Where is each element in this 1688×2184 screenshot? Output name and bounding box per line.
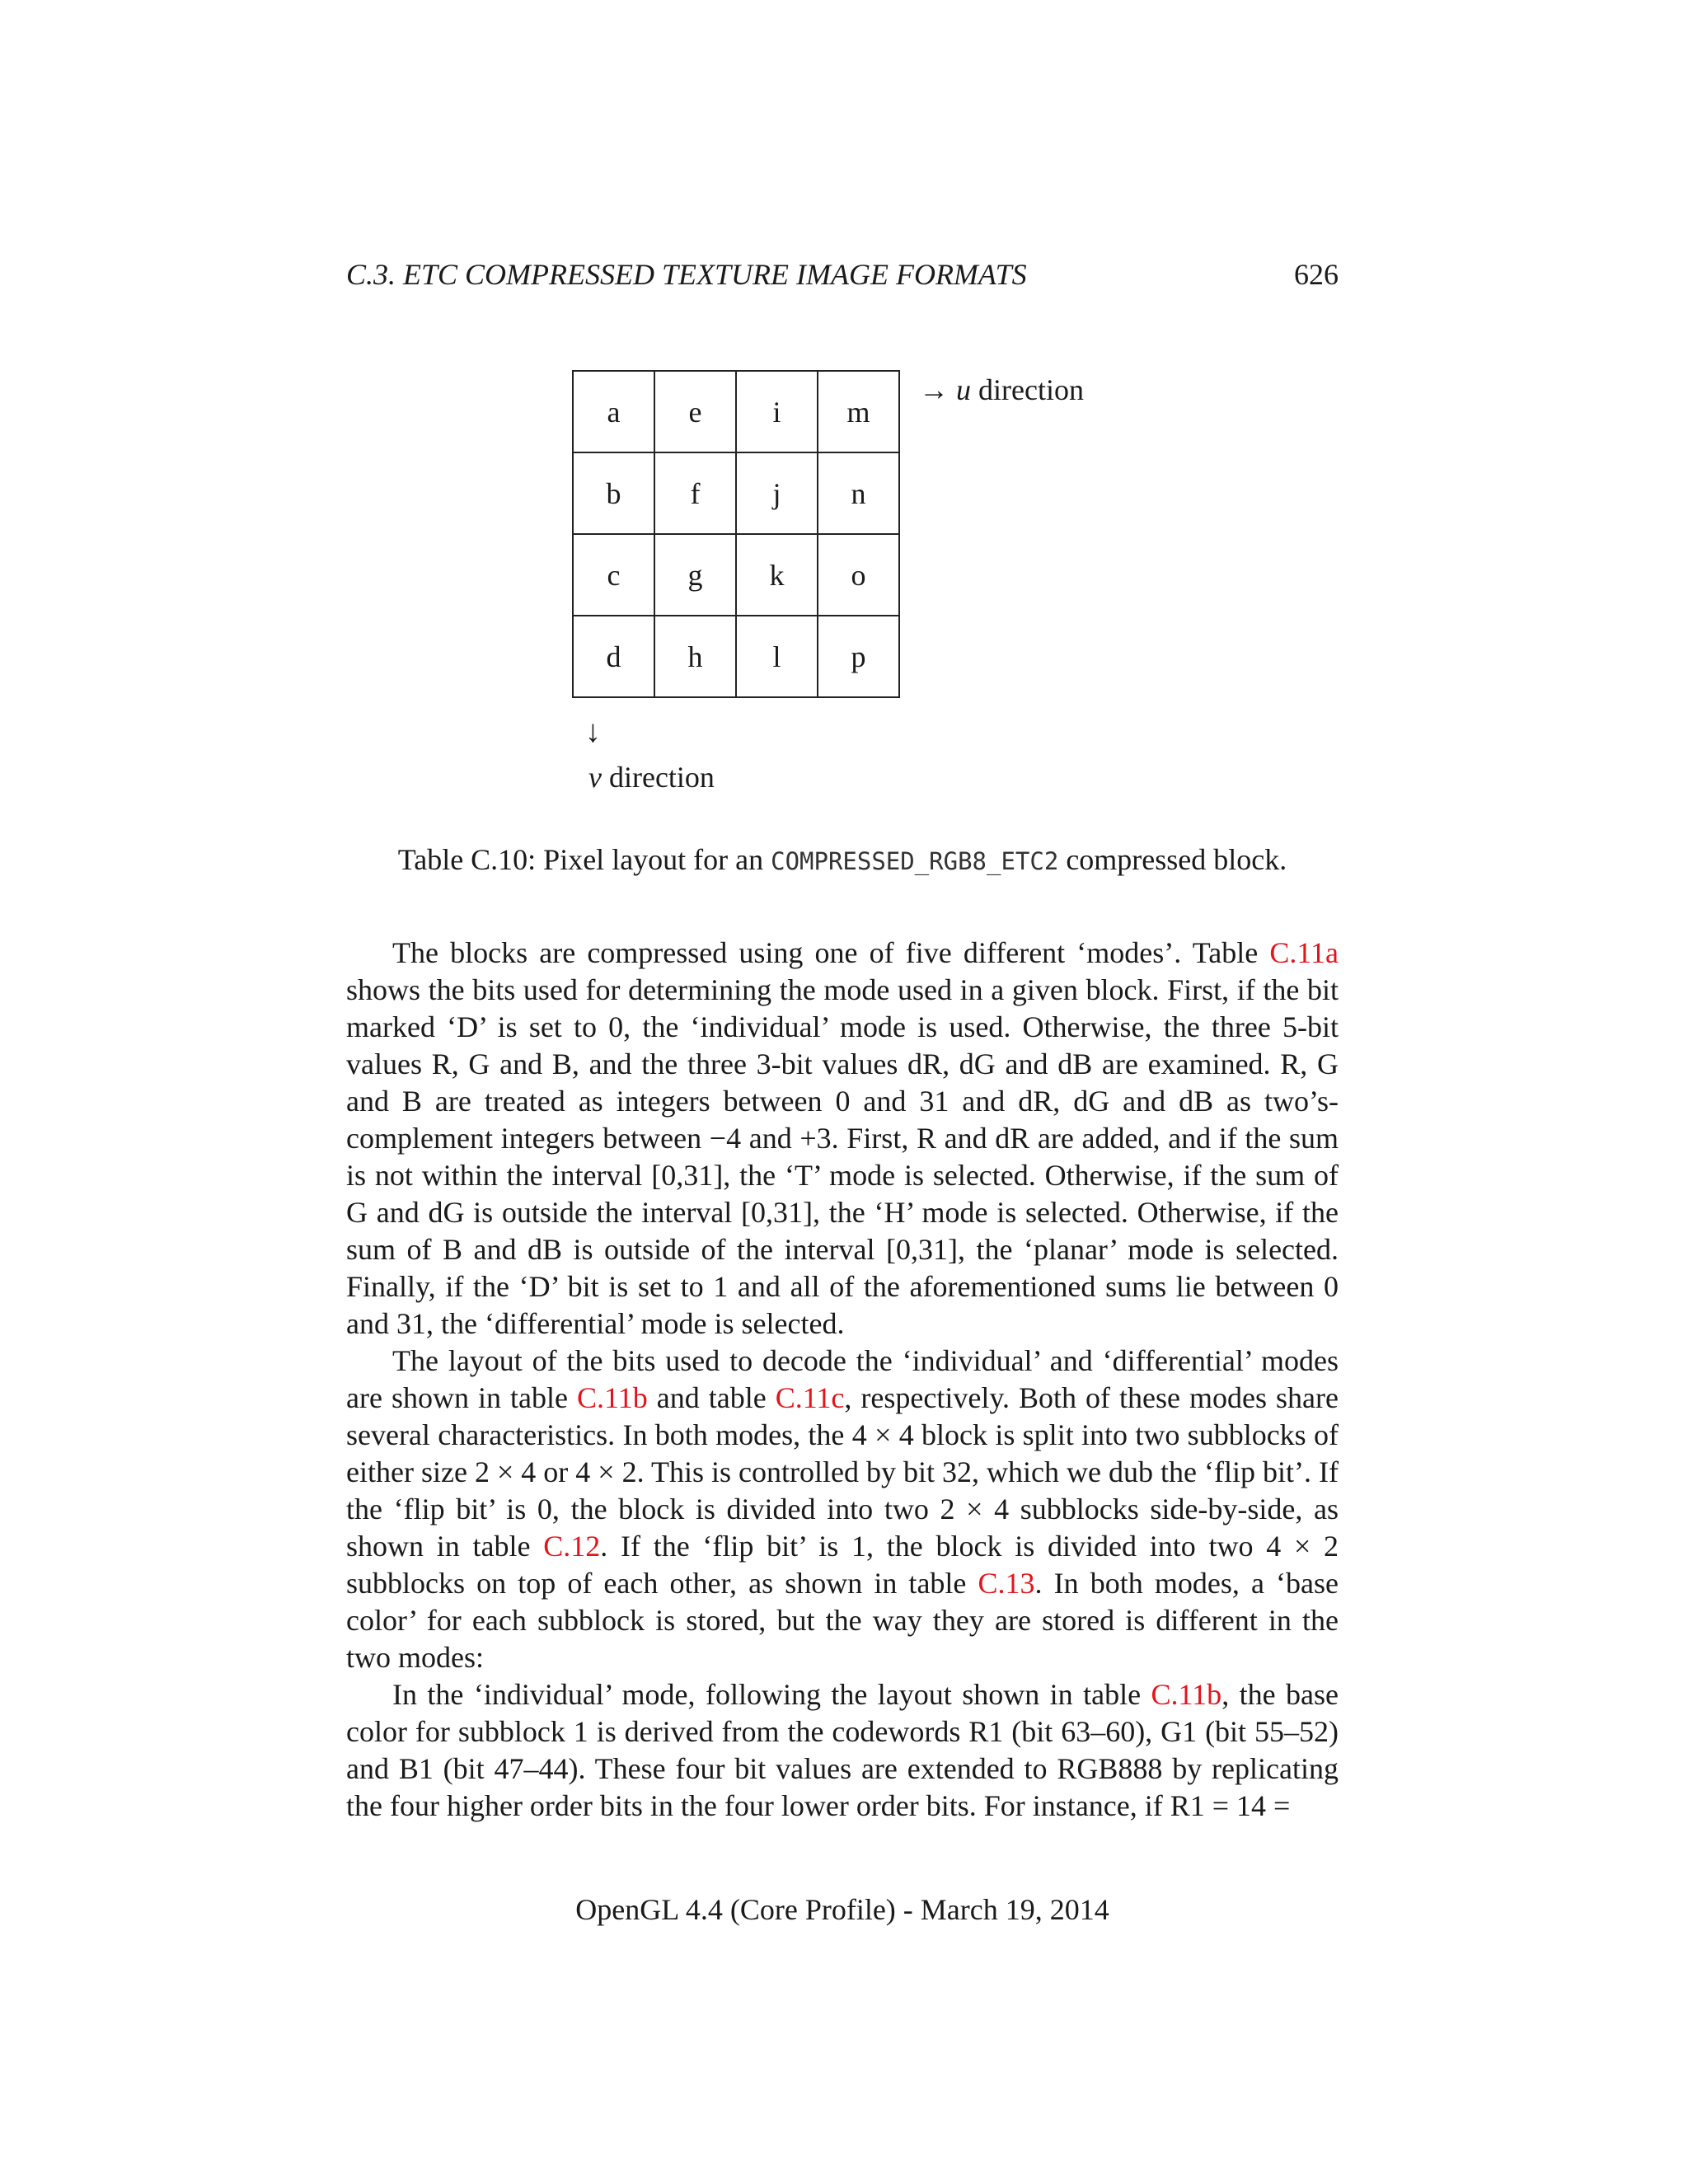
table-ref-link[interactable]: C.11c xyxy=(775,1381,845,1414)
grid-cell: k xyxy=(736,534,818,616)
grid-cell: o xyxy=(818,534,899,616)
grid-cell: p xyxy=(818,616,899,697)
grid-cell: a xyxy=(573,371,654,452)
grid-cell: d xyxy=(573,616,654,697)
grid-cell: b xyxy=(573,452,654,534)
caption-prefix: Table C.10: Pixel layout for an xyxy=(397,843,771,876)
u-variable: u xyxy=(956,373,971,406)
running-title: C.3. ETC COMPRESSED TEXTURE IMAGE FORMATS xyxy=(346,258,1027,291)
u-direction-label xyxy=(919,373,1084,407)
text-run: , the base color for subblock 1 is derived from the codewords R1 (bit 63–60), G1 (bit 55–52) and B1 (bit 47–44). These four bit values are extended to RGB888 by replicating the four higher order bits in the four lower order bits. For instance, if R1 = 14 = xyxy=(346,1678,1339,1822)
table-ref-link[interactable]: C.11a xyxy=(1269,936,1339,969)
text-run: . If the ‘flip bit’ is 1, the block is divided into two 4 × 2 subblocks on top of each other, as shown in table xyxy=(346,1530,1339,1600)
grid-cell: l xyxy=(736,616,818,697)
grid-row xyxy=(573,371,899,452)
table-ref-link[interactable]: C.11b xyxy=(577,1381,648,1414)
down-arrow-icon: ↓ xyxy=(585,715,601,749)
u-direction-text: direction xyxy=(971,373,1084,406)
text-run: and table xyxy=(647,1381,776,1414)
page-header xyxy=(346,257,1339,298)
grid-cell: i xyxy=(736,371,818,452)
table-ref-link[interactable]: C.11b xyxy=(1151,1678,1222,1711)
v-direction-label xyxy=(588,760,715,794)
text-run: , respectively. Both of these modes share several characteristics. In both modes, the 4 × 4 block is split into two subblocks of either size 2 × 4 or 4 × 2. This is controlled by bit 32, which we dub the ‘flip bit’. If the ‘flip bit’ is 0, the block is divided into two 2 × 4 subblocks side-by-side, as shown in table xyxy=(346,1381,1339,1563)
body-text xyxy=(346,935,1339,1825)
grid-cell: m xyxy=(818,371,899,452)
text-run: . In both modes, a ‘base color’ for each subblock is stored, but the way they are stored is different in the two modes: xyxy=(346,1567,1339,1674)
right-arrow-icon: → xyxy=(919,373,949,406)
grid-cell: e xyxy=(654,371,736,452)
grid-cell: n xyxy=(818,452,899,534)
pixel-layout-grid xyxy=(572,370,900,698)
text-run: In the ‘individual’ mode, following the layout shown in table xyxy=(392,1678,1151,1711)
grid-cell: g xyxy=(654,534,736,616)
page-footer: OpenGL 4.4 (Core Profile) - March 19, 2014 xyxy=(575,1893,1109,1926)
paragraph-modes xyxy=(346,935,1339,1343)
table-ref-link[interactable]: C.13 xyxy=(978,1567,1035,1600)
grid-row xyxy=(573,452,899,534)
grid-cell: f xyxy=(654,452,736,534)
text-run: The blocks are compressed using one of five different ‘modes’. Table xyxy=(392,936,1270,969)
grid-cell: c xyxy=(573,534,654,616)
paragraph-layout xyxy=(346,1343,1339,1676)
v-direction-text: direction xyxy=(601,761,715,794)
text-run: shows the bits used for determining the mode used in a given block. First, if the bit marked ‘D’ is set to 0, the ‘individual’ mode is used. Otherwise, the three 5-bit values R, G and B, and the three 3-bit values dR, dG and dB are examined. R, G and B are treated as integers between 0 and 31 and dR, dG and dB as two’s-complement integers between −4 and +3. First, R and dR are added, and if the sum is not within the interval [0,31], the ‘T’ mode is selected. Otherwise, if the sum of G and dG is outside the interval [0,31], the ‘H’ mode is selected. Otherwise, if the sum of B and dB is outside of the interval [0,31], the ‘planar’ mode is selected. Finally, if the ‘D’ bit is set to 1 and all of the aforementioned sums lie between 0 and 31, the ‘differential’ mode is selected. xyxy=(346,973,1339,1340)
table-caption xyxy=(346,842,1339,877)
caption-code: COMPRESSED_RGB8_ETC2 xyxy=(771,847,1059,875)
text-run: The layout of the bits used to decode the ‘individual’ and ‘differential’ modes are shown in table xyxy=(346,1344,1339,1414)
v-variable: v xyxy=(588,761,602,794)
caption-suffix: compressed block. xyxy=(1058,843,1287,876)
page-number: 626 xyxy=(1294,258,1339,291)
table-ref-link[interactable]: C.12 xyxy=(543,1530,601,1563)
grid-cell: h xyxy=(654,616,736,697)
grid-row xyxy=(573,534,899,616)
grid-row xyxy=(573,616,899,697)
paragraph-individual xyxy=(346,1676,1339,1825)
grid-cell: j xyxy=(736,452,818,534)
